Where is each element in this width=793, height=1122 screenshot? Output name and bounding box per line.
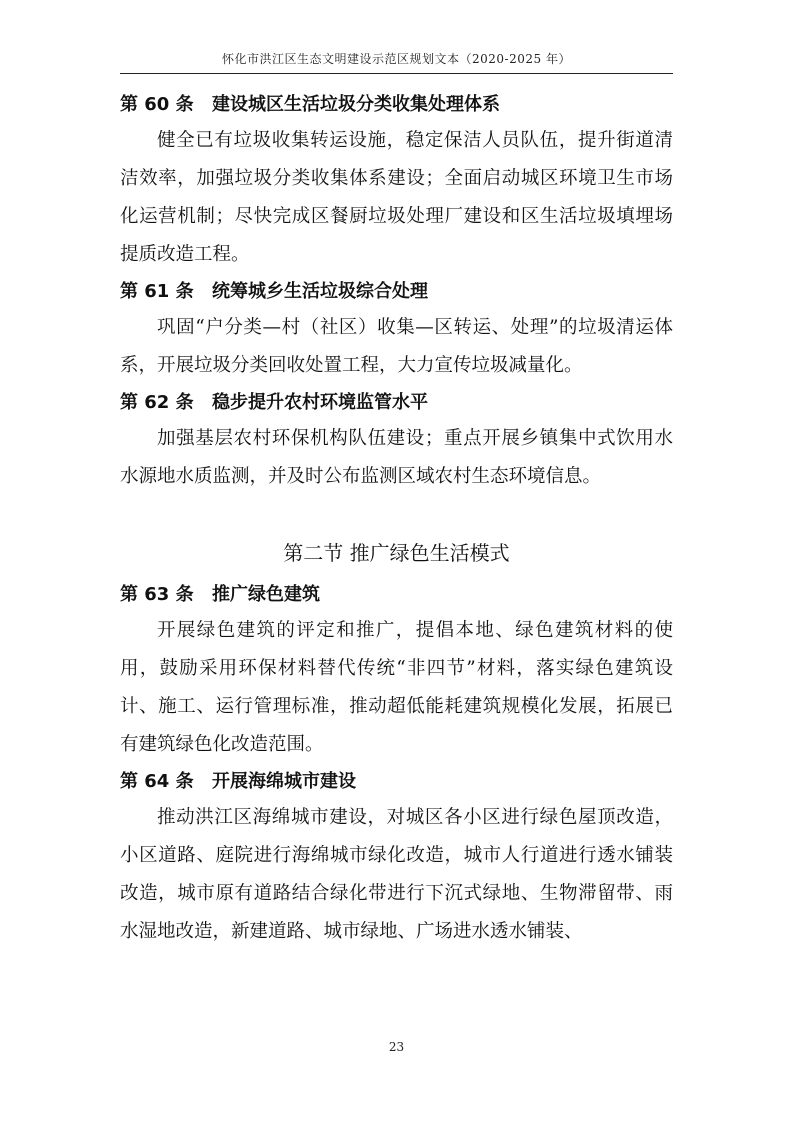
article-body: 开展绿色建筑的评定和推广，提倡本地、绿色建筑材料的使用，鼓励采用环保材料替代传统“非四节”材料，落实绿色建筑设计、施工、运行管理标准，推动超低能耗建筑规模化发展，拓展已有建筑绿色化改造范围。 [120,620,673,755]
article-number: 第 61 条 [120,281,194,302]
section-title: 第二节 推广绿色生活模式 [283,541,510,565]
article-body: 健全已有垃圾收集转运设施，稳定保洁人员队伍，提升街道清洁效率，加强垃圾分类收集体系建设；全面启动城区环境卫生市场化运营机制；尽快完成区餐厨垃圾处理厂建设和区生活垃圾填埋场提质改造工程。 [120,130,673,265]
article-body: 加强基层农村环保机构队伍建设；重点开展乡镇集中式饮用水水源地水质监测，并及时公布监测区域农村生态环境信息。 [120,428,673,487]
article-61 [120,277,673,385]
article-heading [120,90,673,120]
article-title: 开展海绵城市建设 [212,771,356,792]
article-number: 第 63 条 [120,584,194,605]
running-header: 怀化市洪江区生态文明建设示范区规划文本（2020-2025 年） [120,50,673,74]
article-64 [120,767,673,951]
article-title: 稳步提升农村环境监管水平 [212,392,428,413]
article-heading [120,580,673,610]
article-heading [120,277,673,307]
article-body: 推动洪江区海绵城市建设，对城区各小区进行绿色屋顶改造，小区道路、庭院进行海绵城市绿化改造，城市人行道进行透水铺装改造，城市原有道路结合绿化带进行下沉式绿地、生物滞留带、雨水湿地改造，新建道路、城市绿地、广场进水透水铺装、 [120,807,673,942]
article-heading [120,388,673,418]
article-number: 第 60 条 [120,94,194,115]
article-number: 第 64 条 [120,771,194,792]
page-content [120,90,673,954]
page-number: 23 [388,1040,405,1054]
article-heading [120,767,673,797]
article-63 [120,580,673,764]
article-62 [120,388,673,496]
article-number: 第 62 条 [120,392,194,413]
article-title: 建设城区生活垃圾分类收集处理体系 [212,94,500,115]
article-title: 推广绿色建筑 [212,584,320,605]
article-body: 巩固“户分类—村（社区）收集—区转运、处理”的垃圾清运体系，开展垃圾分类回收处置工程，大力宣传垃圾减量化。 [120,317,673,376]
article-title: 统筹城乡生活垃圾综合处理 [212,281,428,302]
article-60 [120,90,673,274]
